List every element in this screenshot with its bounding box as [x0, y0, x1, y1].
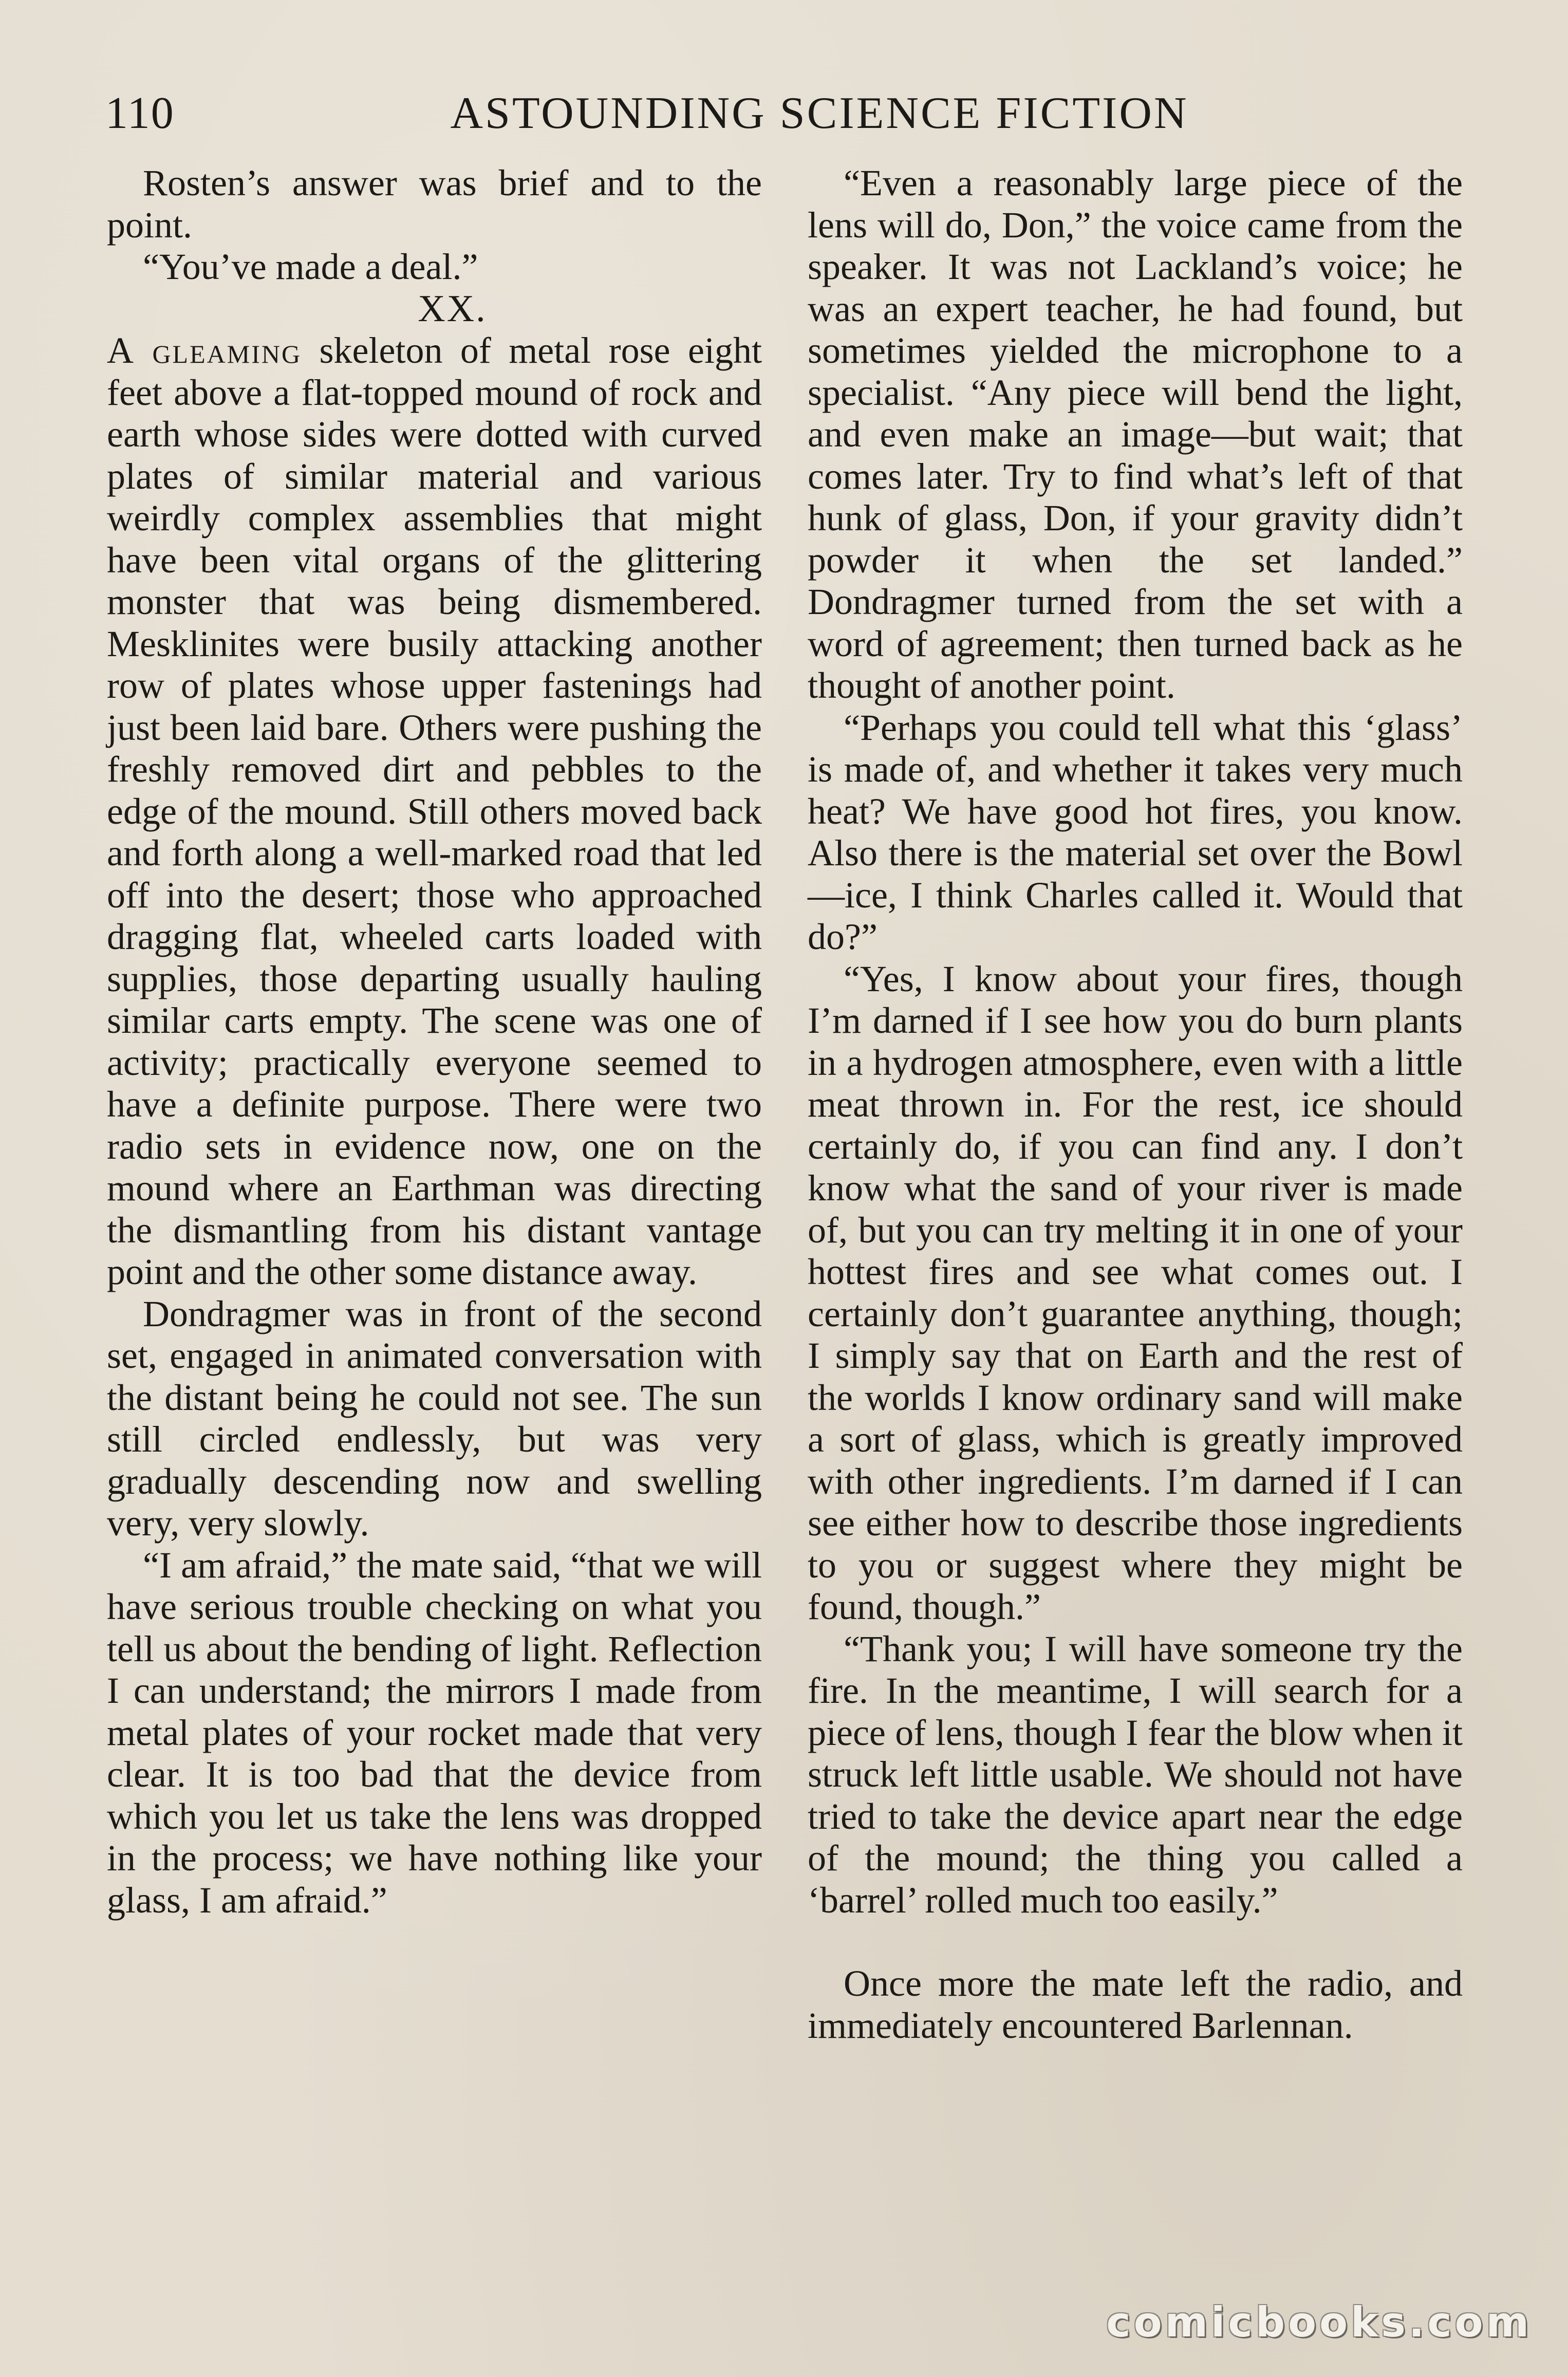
page-number: 110 [105, 88, 175, 138]
paragraph: “You’ve made a deal.” [143, 246, 478, 287]
paragraph: “Yes, I know about your fires, though I’m darned if I see how you do burn plants in a hydrogen atmosphere, even with a little meat thrown in. For the rest, ice should certainly do, if you can find any. I don’t know what the sand of your river is made of, but you can try melting it in one of your hottest fires and see what comes out. I certainly don’t guarantee anything, though; I simply say that on Earth and the rest of the worlds I know ordinary sand will make a sort of glass, which is greatly improved with other ingredients. I’m darned if I can see either how to describe those ingredients to you or suggest where they might be found, though.” [808, 958, 1463, 1627]
chapter-opening-paragraph [107, 330, 762, 1293]
left-column [107, 162, 762, 2249]
chapter-heading: XX. [418, 287, 487, 330]
paragraph: “Even a reasonably large piece of the lens will do, Don,” the voice came from the speaker. It was not Lackland’s voice; he was an expert teacher, he had found, but sometimes yielded the microphone to a specialist. “Any piece will bend the light, and even make an image—but wait; that comes later. Try to find what’s left of that hunk of glass, Don, if your gravity didn’t powder it when the set landed.” Dondragmer turned from the set with a word of agreement; then turned back as he thought of another point. [808, 162, 1463, 706]
section-break [808, 1921, 1463, 1963]
watermark: comicbooks.com [1106, 2298, 1532, 2346]
paragraph: “I am afraid,” the mate said, “that we will have serious trouble checking on what you tell us about the bending of light. Reflection I can understand; the mirrors I made from metal plates of your rocket made that very clear. It is too bad that the device from which you let us take the lens was dropped in the process; we have nothing like your glass, I am afraid.” [107, 1544, 762, 1921]
paragraph: Dondragmer was in front of the second set, engaged in animated conversation with the distant being he could not see. The sun still circled endlessly, but was very gradually descending now and swelling very, very slowly. [107, 1293, 762, 1544]
running-header [105, 82, 1457, 154]
opening-small-caps: A gleaming [107, 330, 302, 371]
running-title: ASTOUNDING SCIENCE FICTION [450, 88, 1189, 138]
paragraph: Rosten’s answer was brief and to the point. [107, 162, 762, 246]
paragraph: “Perhaps you could tell what this ‘glass’ is made of, and whether it takes very much heat? We have good hot fires, you know. Also there is the material set over the Bowl—ice, I think Charles called it. Would that do?” [808, 707, 1463, 957]
right-column [808, 162, 1463, 2249]
paragraph: “Thank you; I will have someone try the fire. In the meantime, I will search for a piece of lens, though I fear the blow when it struck left little usable. We should not have tried to take the device apart near the edge of the mound; the thing you called a ‘barrel’ rolled much too easily.” [808, 1628, 1463, 1921]
paragraph: Once more the mate left the radio, and immediately encountered Barlennan. [808, 1963, 1463, 2046]
paragraph-text: skeleton of metal rose eight feet above a flat-topped mound of rock and earth whose sides were dotted with curved plates of similar material and various weirdly complex assemblies that might have been vital organs of the glittering monster that was being dismembered. Mesklinites were busily attacking another row of plates whose upper fastenings had just been laid bare. Others were pushing the freshly removed dirt and pebbles to the edge of the mound. Still others moved back and forth along a well-marked road that led off into the desert; those who approached dragging flat, wheeled carts loaded with supplies, those departing usually hauling similar carts empty. The scene was one of activity; practically everyone seemed to have a definite purpose. There were two radio sets in evidence now, one on the mound where an Earthman was directing the dismantling from his distant vantage point and the other some distance away. [107, 330, 762, 1292]
